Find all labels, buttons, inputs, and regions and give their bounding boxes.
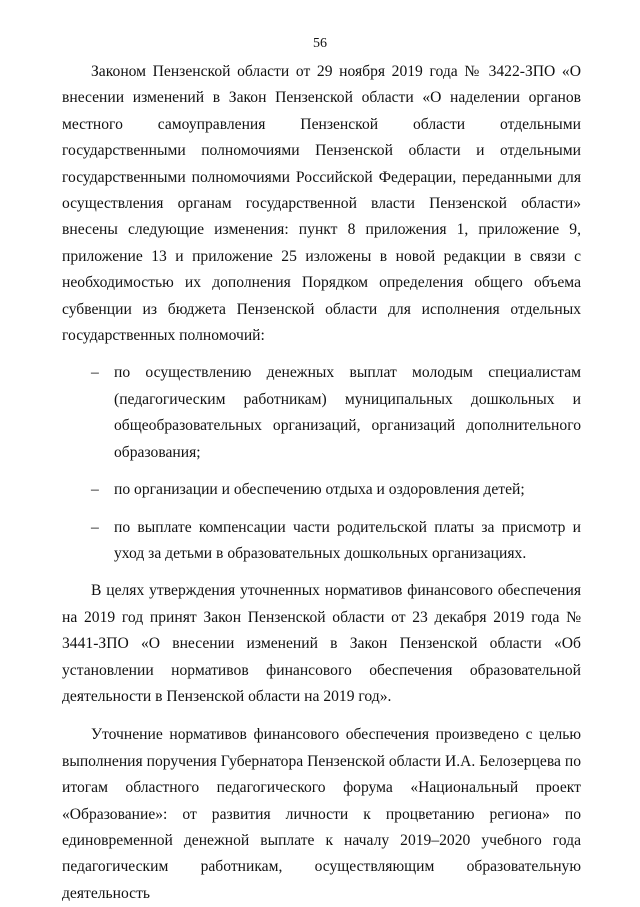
paragraph-intro: Законом Пензенской области от 29 ноября 2019 года № 3422-ЗПО «О внесении изменений в Закон Пензенской области «О наделении органов местного самоуправления Пензенской области отдельными государственными полномочиями Пензенской области и отдельными государственными полномочиями Российской Федерации, переданными для осуществления органам государственной власти Пензенской области» внесены следующие изменения: пункт 8 приложения 1, приложение 9, приложение 13 и приложение 25 изложены в новой редакции в связи с необходимостью их дополнения Порядком определения общего объема субвенции из бюджета Пензенской области для исполнения отдельных государственных полномочий:: [62, 63, 581, 345]
list-dash: –: [91, 518, 99, 536]
list-dash: –: [91, 364, 99, 382]
list-item: [62, 360, 581, 466]
list-item: [62, 515, 581, 568]
list-item-text: по организации и обеспечению отдыха и оздоровления детей;: [114, 481, 525, 499]
list-item-text: по осуществлению денежных выплат молодым специалистам (педагогическим работникам) муниципальных дошкольных и общеобразовательных организаций, организаций дополнительного образования;: [114, 364, 581, 461]
powers-list: [62, 360, 581, 567]
list-dash: –: [91, 481, 99, 499]
paragraph-normatives: В целях утверждения уточненных нормативов финансового обеспечения на 2019 год принят Закон Пензенской области от 23 декабря 2019 года № 3441-ЗПО «О внесении изменений в Закон Пензенской области «Об установлении нормативов финансового обеспечения образовательной деятельности в Пензенской области на 2019 год».: [62, 582, 581, 705]
document-body: [62, 59, 581, 907]
list-item: [62, 477, 581, 503]
paragraph-clarification: Уточнение нормативов финансового обеспечения произведено с целью выполнения поручения Губернатора Пензенской области И.А. Белозерцева по итогам областного педагогического форума «Национальный проект «Образование»: от развития личности к процветанию региона» по единовременной денежной выплате к началу 2019–2020 учебного года педагогическим работникам, осуществляющим образовательную деятельность: [62, 726, 581, 902]
list-item-text: по выплате компенсации части родительской платы за присмотр и уход за детьми в образовательных дошкольных организациях.: [114, 518, 581, 562]
page-number: 56: [313, 36, 327, 51]
